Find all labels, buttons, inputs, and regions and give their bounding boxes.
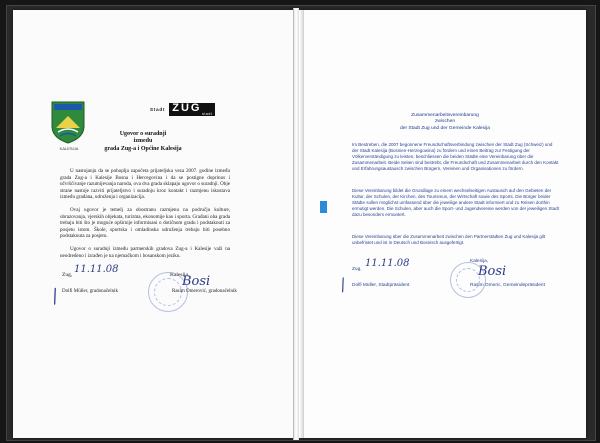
signature-date: 11.11.08	[74, 264, 119, 275]
page-german	[301, 10, 586, 438]
signature-city-zug-german: Zug,	[352, 267, 362, 272]
signature-omerovic-german: Bosi	[478, 264, 507, 279]
title-line: grada Zug-a i Općine Kalesija	[104, 145, 182, 152]
title-line: Ugovor o suradnji	[119, 131, 167, 137]
title-line: zwischen	[434, 119, 456, 125]
crest-label: KALESIJA	[59, 146, 79, 151]
signature-mueller-scribble: /	[47, 285, 63, 308]
zug-prefix: Stadt	[150, 107, 166, 112]
zug-logo	[169, 103, 215, 116]
signature-date-german: 11.11.08	[365, 258, 410, 269]
paragraph-1-bosnian: U nastojanju da se pohoplja započeta prijateljska veza 2007. godine između grada Zug-a i Kalesije Bosna i Hercegovina i da se postigne doprinos i učvršćivanje razumijevanja naroda, ova dva grada sklapaju ugovor o suradnji. Obje strane nastoje razviti prijateljstvo i suradnju kroz kontakt i razmjenu iskustava između građana, udruženja i organizacija.	[60, 168, 231, 201]
zug-logo-text: ZUG	[172, 102, 202, 114]
paragraph-2-german: Diese Vereinbarung bildet die Grundlage zu einem wechselseitigen Austausch auf den Gebieten der Kultur, der Schulen, der Kirchen, des Tourismus, der Wirtschaft sowie des Sports. Die Bürger beider Städte sollen möglichst umfassend über die jeweilige andere Stadt informiert und zu Reisen dorthin ermutigt werden. Die Schulen, aber auch die Sport- und Jugendvereine werden von der jeweiligen Stadt dazu besonders ermuntert.	[352, 188, 559, 218]
signature-city-zug: Zug,	[62, 272, 73, 278]
title-bosnian	[60, 131, 226, 153]
signatory-right: Rasim Omerović, gradonačelnik	[172, 289, 237, 294]
title-german	[355, 113, 535, 132]
signature-omerovic: Bosi	[182, 274, 211, 289]
signatory-left: Dolfi Müller, gradonačelnik	[62, 289, 119, 294]
binding-ribbon	[293, 8, 299, 440]
title-line: Zusammenarbeitsvereinbarung	[411, 113, 479, 118]
blue-clip	[320, 201, 327, 213]
zug-logo-sub: stadt	[202, 112, 213, 116]
signatory-right-german: Rasim Omeric, Gemeindepräsident	[470, 283, 545, 288]
paragraph-3-german: Diese Vereinbarung über die Zusammenarbeit zwischen den Partnerstädten Zug und Kalesija gilt unbefristet und ist in Deutsch und Bosnisch ausgefertigt.	[352, 234, 546, 246]
signature-city-kalesija: Kalesija,	[170, 272, 190, 278]
signatory-left-german: Dolfi Müller, Stadtpräsident	[352, 283, 410, 288]
signature-mueller-scribble-german: /	[336, 274, 350, 295]
paragraph-1-german: Im Bestreben, die 2007 begonnene Freundschaftsverbindung zwischen der Stadt Zug (Schweiz) und der Stadt Kalesija (Bosnien-Herzegowina) zu fördern und einen Beitrag zur Festigung der Völkerverständigung zu leisten, beschliessen die beiden Städte eine Vereinbarung über die Zusammenarbeit. Beide Seiten sind bestrebt, die Freundschaft und Zusammenarbeit durch den Kontakt und Erfahrungsaustausch zwischen Bürgern, Vereinen und Organisationen zu fördern.	[352, 142, 559, 172]
signature-city-kalesija-german: Kalesija,	[470, 259, 489, 264]
paragraph-3-bosnian: Ugovor o suradnji između partnerskih gradova Zug-a i Kalesije važi na neodređeno i izrađen je na njemačkom i bosanskom jeziku.	[60, 246, 230, 259]
title-line: der Stadt Zug und der Gemeinde Kalesija	[400, 125, 490, 131]
title-line: između	[133, 138, 153, 145]
zug-logo-block	[150, 103, 215, 116]
paragraph-2-bosnian: Ovaj ugovor je temelj za obostranu razmjenu na području kulture, obrazovanja, vjerskih objekata, turizma, ekonomije kao i sporta. Građani oba grada trebaju biti što je moguće opširnije informisani o dotičnom gradu i podstaknuti za posjetu istom. Škole, sportska i omladinska udruženja trebaju biti posebno podstaknuta za posjetu.	[60, 207, 230, 240]
